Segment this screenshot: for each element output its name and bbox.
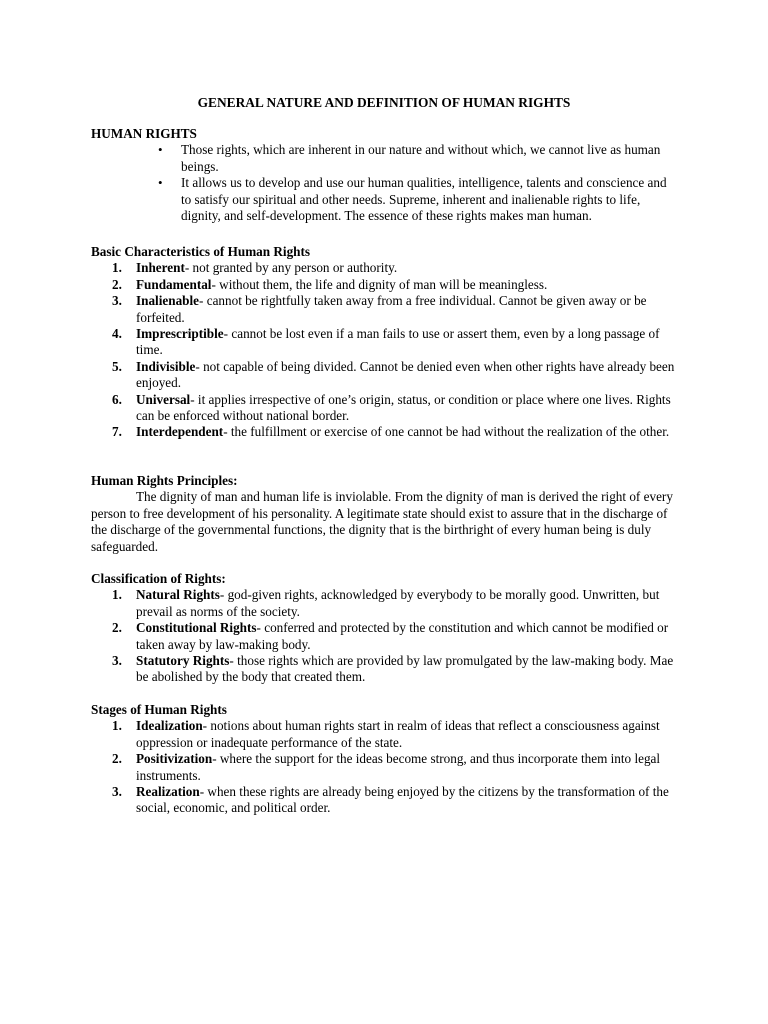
- characteristics-list: [91, 260, 676, 440]
- item-number: 6.: [112, 391, 122, 407]
- item-number: 5.: [112, 358, 122, 374]
- list-item: [91, 653, 676, 686]
- item-term: Fundamental: [136, 276, 212, 292]
- list-item: [91, 293, 676, 326]
- list-item: [91, 751, 676, 784]
- classification-list: [91, 587, 676, 685]
- item-term: Imprescriptible: [136, 326, 224, 342]
- item-term: Indivisible: [136, 358, 196, 374]
- item-term: Natural Rights: [136, 587, 220, 603]
- list-item: [91, 718, 676, 751]
- bullet-text: It allows us to develop and use our human qualities, intelligence, talents and conscience and to satisfy our spiritual and other needs. Supreme, inherent and inalienable rights to life, dignity, and self-development. The essence of these rights makes man human.: [181, 175, 667, 224]
- list-item: [91, 620, 676, 653]
- item-number: 1.: [112, 587, 122, 603]
- list-item: [91, 326, 676, 359]
- item-number: 3.: [112, 293, 122, 309]
- list-item: [91, 359, 676, 392]
- item-number: 1.: [112, 718, 122, 734]
- item-text: - notions about human rights start in realm of ideas that reflect a consciousness against oppression or inadequate performance of the state.: [136, 718, 660, 750]
- item-term: Positivization: [136, 751, 213, 767]
- item-text: - it applies irrespective of one’s origin, status, or condition or place where one lives. Rights can be enforced without national border.: [136, 391, 671, 424]
- item-text: - cannot be lost even if a man fails to use or assert them, even by a long passage of time.: [136, 326, 660, 358]
- item-term: Universal: [136, 391, 191, 407]
- list-item: [91, 784, 676, 817]
- item-number: 1.: [112, 260, 122, 276]
- item-text: - god-given rights, acknowledged by everybody to be morally good. Unwritten, but prevail as norms of the society.: [136, 587, 660, 619]
- bullet-icon: •: [158, 175, 163, 191]
- item-term: Idealization: [136, 718, 203, 734]
- section-characteristics: [91, 244, 676, 441]
- list-item: [91, 277, 676, 293]
- item-text: - when these rights are already being enjoyed by the citizens by the transformation of the social, economic, and political order.: [136, 784, 669, 816]
- stages-list: [91, 718, 676, 816]
- section-stages: [91, 702, 676, 817]
- list-item: [91, 142, 676, 175]
- section-classification: [91, 571, 676, 686]
- bullet-icon: •: [158, 142, 163, 158]
- item-number: 3.: [112, 653, 122, 669]
- list-item: [91, 424, 676, 440]
- heading-characteristics: Basic Characteristics of Human Rights: [91, 244, 311, 259]
- item-number: 7.: [112, 424, 122, 440]
- item-text: - cannot be rightfully taken away from a free individual. Cannot be given away or be forfeited.: [136, 293, 647, 325]
- section-human-rights: [91, 126, 676, 224]
- section-principles: [91, 473, 676, 555]
- list-item: [91, 260, 676, 276]
- item-text: - not capable of being divided. Cannot be denied even when other rights have already been enjoyed.: [136, 358, 675, 391]
- item-term: Inherent: [136, 260, 185, 276]
- list-item: [91, 392, 676, 425]
- item-number: 2.: [112, 751, 122, 767]
- item-text: - not granted by any person or authority.: [184, 260, 398, 276]
- item-term: Inalienable: [136, 293, 200, 309]
- item-term: Constitutional Rights: [136, 620, 257, 636]
- principles-paragraph: The dignity of man and human life is inviolable. From the dignity of man is derived the right of every person to free development of his personality. A legitimate state should exist to assure that in the discharge of the discharge of the governmental functions, the dignity that is the birthright of every human being is duly safeguarded.: [91, 489, 673, 554]
- item-number: 2.: [112, 276, 122, 292]
- item-text: - those rights which are provided by law promulgated by the law-making body. Mae be abolished by the body that created them.: [136, 653, 674, 685]
- item-number: 2.: [112, 620, 122, 636]
- item-text: - the fulfillment or exercise of one cannot be had without the realization of the other.: [223, 424, 670, 440]
- item-text: - without them, the life and dignity of man will be meaningless.: [211, 276, 548, 292]
- list-item: [91, 587, 676, 620]
- heading-human-rights: HUMAN RIGHTS: [91, 126, 197, 141]
- heading-stages: Stages of Human Rights: [91, 702, 227, 717]
- item-term: Interdependent: [136, 424, 224, 440]
- item-text: - where the support for the ideas become strong, and thus incorporate them into legal instruments.: [136, 751, 661, 783]
- item-text: - conferred and protected by the constitution and which cannot be modified or taken away by law-making body.: [136, 620, 669, 652]
- human-rights-bullet-list: [91, 142, 676, 224]
- document-title: GENERAL NATURE AND DEFINITION OF HUMAN RIGHTS: [197, 95, 571, 110]
- heading-classification: Classification of Rights:: [91, 571, 226, 586]
- bullet-text: Those rights, which are inherent in our nature and without which, we cannot live as human beings.: [181, 142, 661, 174]
- item-number: 4.: [112, 326, 122, 342]
- item-number: 3.: [112, 784, 122, 800]
- list-item: [91, 175, 676, 224]
- heading-principles: Human Rights Principles:: [91, 473, 238, 488]
- item-term: Realization: [136, 784, 200, 800]
- item-term: Statutory Rights: [136, 653, 230, 669]
